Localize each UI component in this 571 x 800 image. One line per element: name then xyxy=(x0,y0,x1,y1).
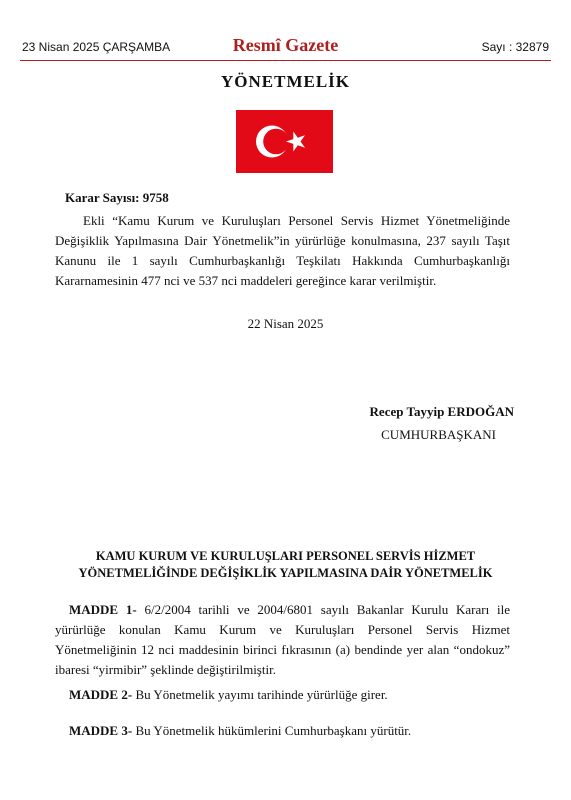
regulation-title-line-2: YÖNETMELİĞİNDE DEĞİŞİKLİK YAPILMASINA DAİR YÖNETMELİK xyxy=(78,566,493,580)
gazette-issue-number: Sayı : 32879 xyxy=(481,40,549,54)
section-heading: YÖNETMELİK xyxy=(220,72,351,91)
signer-name: Recep Tayyip ERDOĞAN xyxy=(369,404,514,419)
article-3-text: Bu Yönetmelik hükümlerini Cumhurbaşkanı yürütür. xyxy=(132,723,412,738)
article-2-label: MADDE 2- xyxy=(69,687,133,702)
gazette-title: Resmî Gazete xyxy=(232,35,339,55)
regulation-title-line-1: KAMU KURUM VE KURULUŞLARI PERSONEL SERVİS HİZMET xyxy=(95,549,476,563)
signer-office: CUMHURBAŞKANI xyxy=(381,427,496,442)
article-1-label: MADDE 1- xyxy=(69,602,137,617)
article-3-label: MADDE 3- xyxy=(69,723,133,738)
article-2-text: Bu Yönetmelik yayımı tarihinde yürürlüğe girer. xyxy=(132,687,388,702)
decision-number: Karar Sayısı: 9758 xyxy=(65,190,169,205)
decision-text: Ekli “Kamu Kurum ve Kuruluşları Personel Servis Hizmet Yönetmeliğinde Değişiklik Yapılmasına Dair Yönetmelik”in yürürlüğe konulmasına, 237 sayılı Taşıt Kanunu ile 1 sayılı Cumhurbaşkanlığı Teşkilatı Hakkında Cumhurbaşkanlığı Kararnamesinin 477 nci ve 537 nci maddeleri gereğince karar verilmiştir. xyxy=(55,213,510,288)
article-1-text: 6/2/2004 tarihli ve 2004/6801 sayılı Bakanlar Kurulu Kararı ile yürürlüğe konulan Kamu Kurum ve Kuruluşları Personel Servis Hizmet Yönetmeliğinin 12 nci maddesinin birinci fıkrasının (a) bendinde yer alan “ondokuz” ibaresi “yirmibir” şeklinde değiştirilmiştir. xyxy=(55,602,510,677)
regulation-title xyxy=(0,548,571,582)
article-1 xyxy=(55,600,510,680)
decision-date: 22 Nisan 2025 xyxy=(247,316,324,331)
article-3 xyxy=(69,723,411,739)
gazette-date: 23 Nisan 2025 ÇARŞAMBA xyxy=(22,40,171,54)
article-2 xyxy=(69,687,388,703)
header-divider xyxy=(20,60,551,61)
turkish-flag-icon xyxy=(236,110,333,173)
